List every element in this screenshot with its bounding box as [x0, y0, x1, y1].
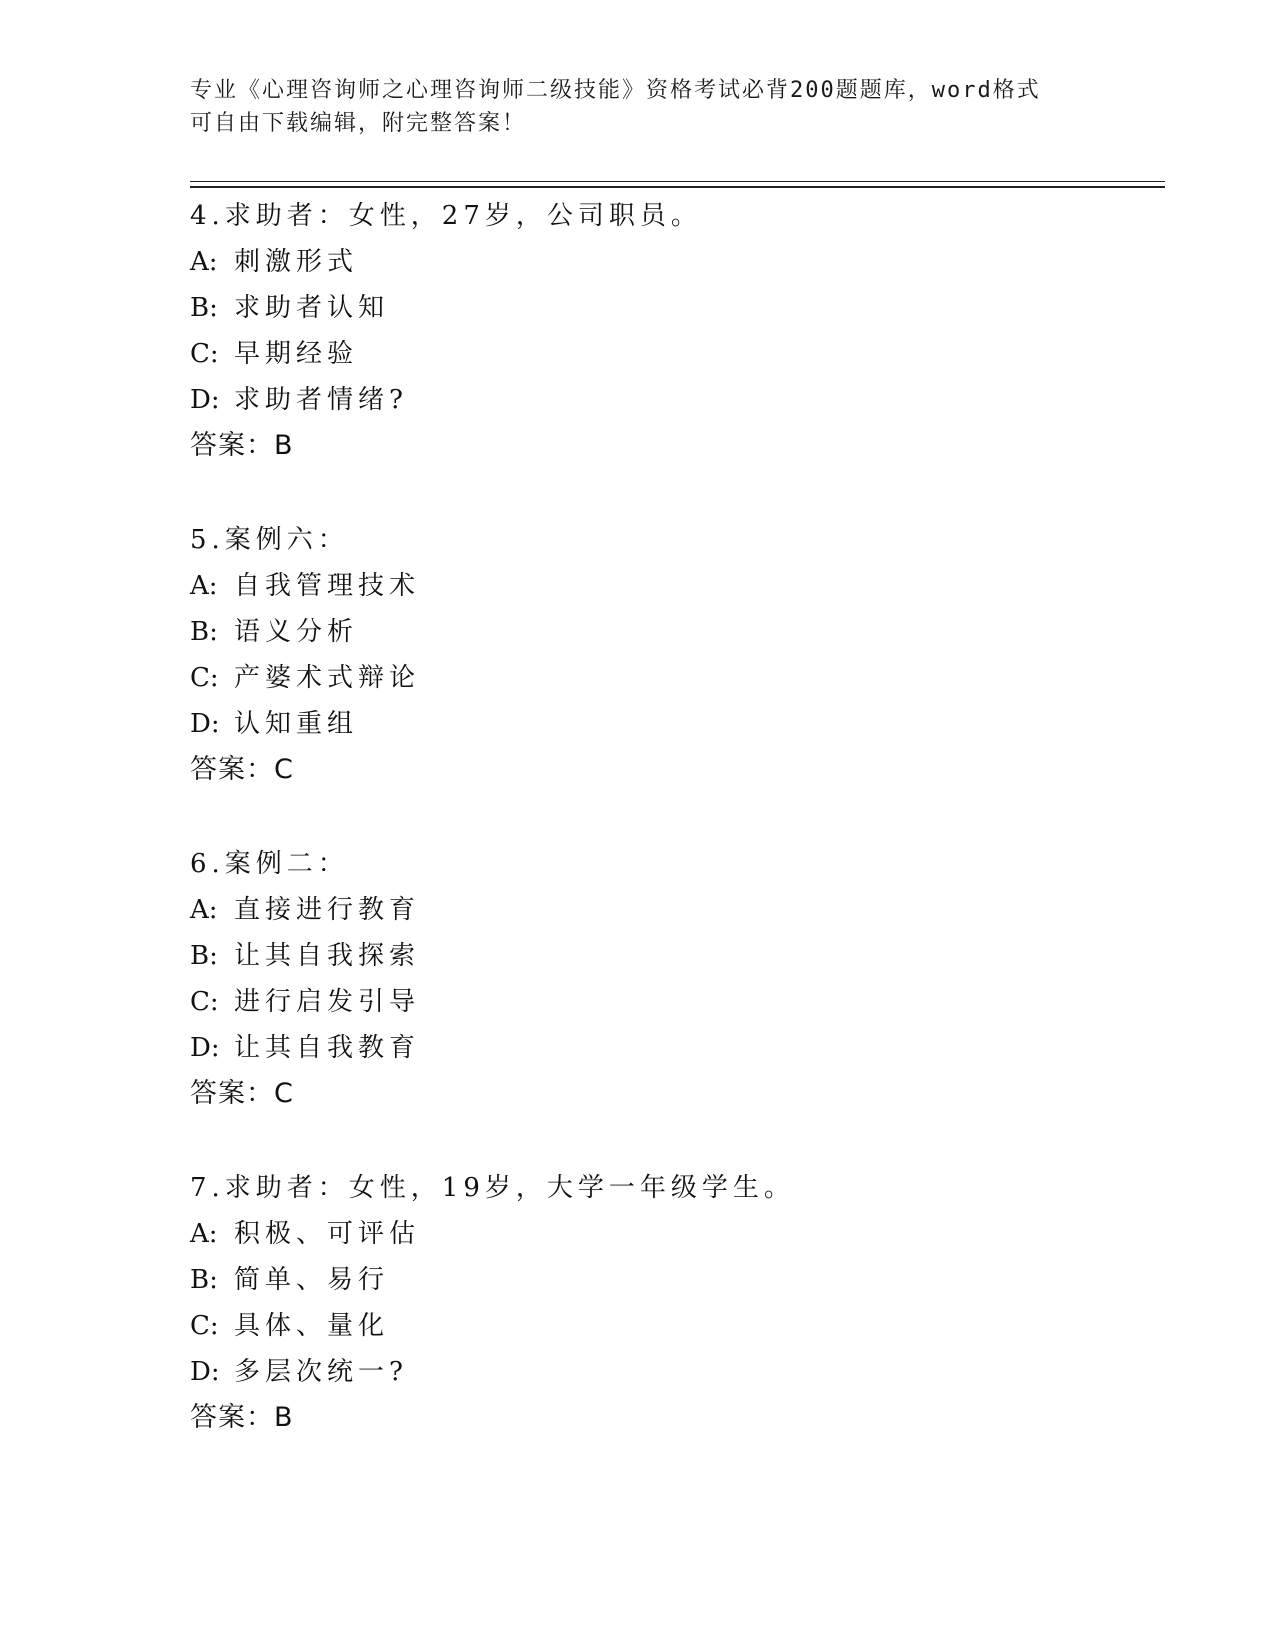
option-letter: D: — [190, 385, 220, 415]
document-header — [190, 74, 1090, 140]
option-c — [190, 979, 1170, 1025]
option-text: 进行启发引导 — [234, 987, 421, 1017]
question-stem: 5.案例六： — [190, 525, 349, 555]
header-divider-thin — [190, 181, 1165, 182]
option-c — [190, 1303, 1170, 1349]
option-a — [190, 887, 1170, 933]
header-line-1: 专业《心理咨询师之心理咨询师二级技能》资格考试必背200题题库，word格式 — [190, 78, 1041, 103]
option-text: 求助者认知 — [234, 293, 390, 323]
option-letter: B: — [190, 293, 218, 323]
option-letter: A: — [190, 895, 218, 925]
option-a — [190, 563, 1170, 609]
option-letter: C: — [190, 1311, 219, 1341]
option-a — [190, 1211, 1170, 1257]
option-letter: B: — [190, 1265, 218, 1295]
question-item — [190, 1165, 1170, 1441]
option-letter: A: — [190, 571, 218, 601]
question-stem: 4.求助者：女性，27岁，公司职员。 — [190, 201, 702, 231]
option-letter: C: — [190, 339, 219, 369]
option-c — [190, 655, 1170, 701]
option-text: 简单、易行 — [234, 1265, 390, 1295]
option-text: 具体、量化 — [234, 1311, 390, 1341]
option-d — [190, 701, 1170, 747]
option-d — [190, 377, 1170, 423]
option-b — [190, 1257, 1170, 1303]
question-item — [190, 841, 1170, 1117]
option-d — [190, 1349, 1170, 1395]
question-stem: 6.案例二： — [190, 849, 349, 879]
option-b — [190, 285, 1170, 331]
answer-line: 答案：C — [190, 754, 294, 785]
answer-line: 答案：B — [190, 430, 294, 461]
option-a — [190, 239, 1170, 285]
option-text: 产婆术式辩论 — [234, 663, 421, 693]
question-list — [190, 193, 1170, 1489]
option-text: 求助者情绪? — [234, 385, 408, 415]
answer-line: 答案：C — [190, 1078, 294, 1109]
option-letter: D: — [190, 709, 220, 739]
option-letter: A: — [190, 247, 218, 277]
option-text: 直接进行教育 — [234, 895, 421, 925]
question-item — [190, 517, 1170, 793]
answer-line: 答案：B — [190, 1402, 294, 1433]
option-letter: D: — [190, 1033, 220, 1063]
option-letter: B: — [190, 617, 218, 647]
option-text: 早期经验 — [234, 339, 359, 369]
option-letter: B: — [190, 941, 218, 971]
option-text: 刺激形式 — [234, 247, 359, 277]
option-letter: D: — [190, 1357, 220, 1387]
question-item — [190, 193, 1170, 469]
option-d — [190, 1025, 1170, 1071]
question-stem: 7.求助者：女性，19岁，大学一年级学生。 — [190, 1173, 795, 1203]
header-divider-thick — [190, 186, 1165, 188]
option-text: 让其自我探索 — [234, 941, 421, 971]
option-b — [190, 609, 1170, 655]
option-text: 多层次统一? — [234, 1357, 408, 1387]
option-letter: C: — [190, 987, 219, 1017]
option-text: 自我管理技术 — [234, 571, 421, 601]
option-text: 让其自我教育 — [234, 1033, 421, 1063]
option-text: 语义分析 — [234, 617, 359, 647]
option-letter: A: — [190, 1219, 218, 1249]
option-letter: C: — [190, 663, 219, 693]
header-line-2: 可自由下载编辑，附完整答案！ — [190, 111, 527, 136]
option-text: 认知重组 — [234, 709, 359, 739]
option-text: 积极、可评估 — [234, 1219, 421, 1249]
option-c — [190, 331, 1170, 377]
option-b — [190, 933, 1170, 979]
